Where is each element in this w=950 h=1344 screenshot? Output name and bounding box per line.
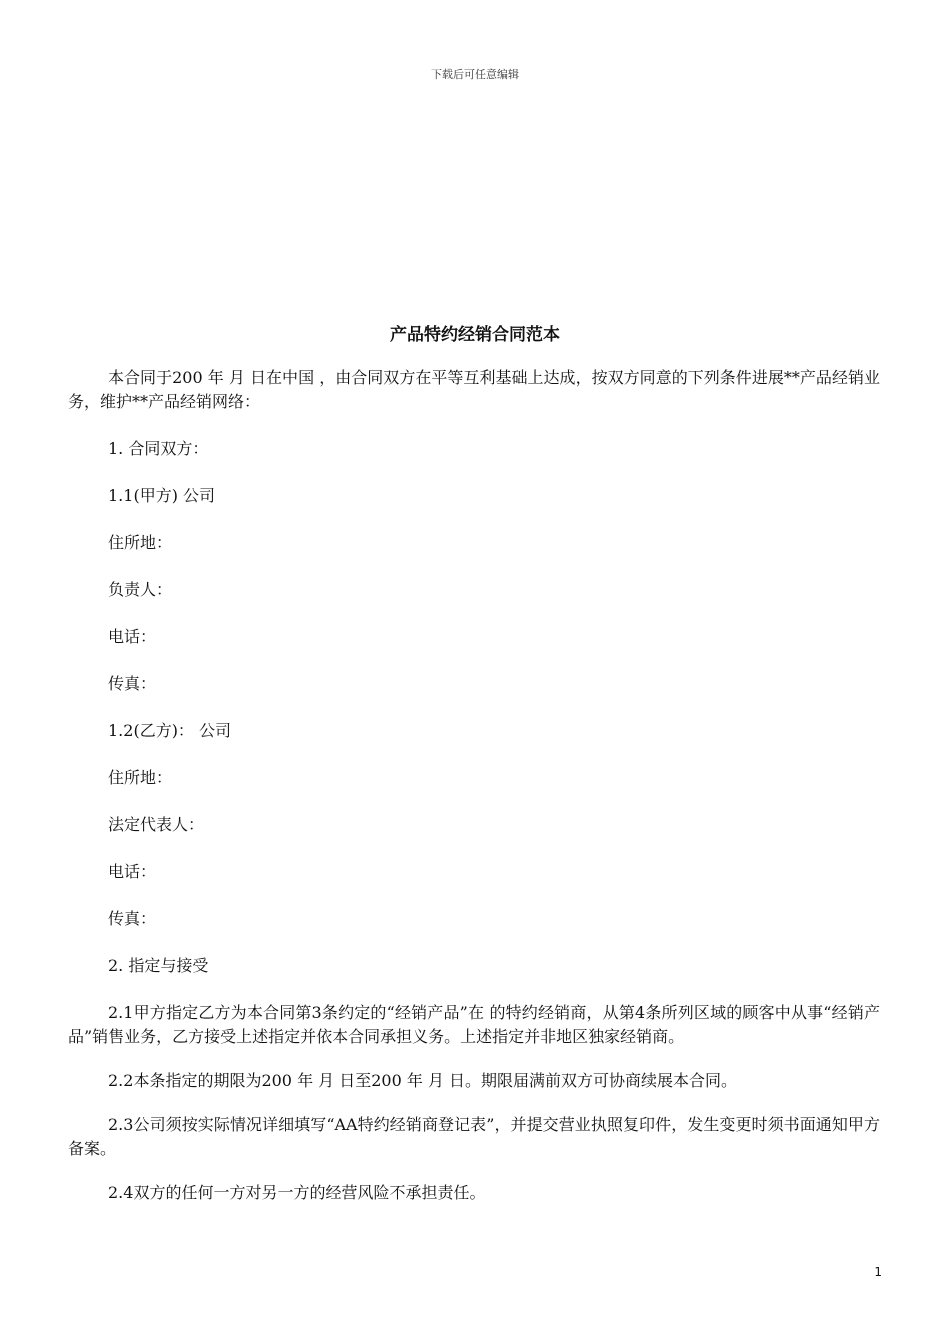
intro-paragraph: 本合同于200 年 月 日在中国 ，由合同双方在平等互利基础上达成，按双方同意的下列条件进展**产品经销业务，维护**产品经销网络： [68,368,880,411]
section-2-heading: 2. 指定与接受 [108,956,209,975]
clause-2-3: 2.3公司须按实际情况详细填写“AA特约经销商登记表”，并提交营业执照复印件，发生变更时须书面通知甲方备案。 [68,1115,880,1158]
clause-2-4: 2.4双方的任何一方对另一方的经营风险不承担责任。 [108,1183,486,1202]
document-title: 产品特约经销合同范本 [390,325,560,345]
page-header-note: 下载后可任意编辑 [431,68,519,81]
page-number: 1 [874,1265,882,1279]
clause-2-2: 2.2本条指定的期限为200 年 月 日至200 年 月 日。期限届满前双方可协商续展本合同。 [108,1071,738,1090]
document-body [68,366,880,1225]
party-a-fax: 传真： [108,674,157,693]
party-b-fax: 传真： [108,909,157,928]
party-a-phone: 电话： [108,627,157,646]
party-b-address: 住所地： [108,768,173,787]
party-a-principal: 负责人： [108,580,173,599]
party-a-address: 住所地： [108,533,173,552]
party-a-name: 1.1(甲方) 公司 [108,486,216,505]
party-b-legal-rep: 法定代表人： [108,815,205,834]
party-b-phone: 电话： [108,862,157,881]
section-1-heading: 1. 合同双方： [108,439,209,458]
party-b-name: 1.2(乙方)： 公司 [108,721,232,740]
clause-2-1: 2.1甲方指定乙方为本合同第3条约定的“经销产品”在 的特约经销商，从第4条所列区域的顾客中从事“经销产品”销售业务，乙方接受上述指定并依本合同承担义务。上述指定并非地区独家经销商。 [68,1003,880,1046]
